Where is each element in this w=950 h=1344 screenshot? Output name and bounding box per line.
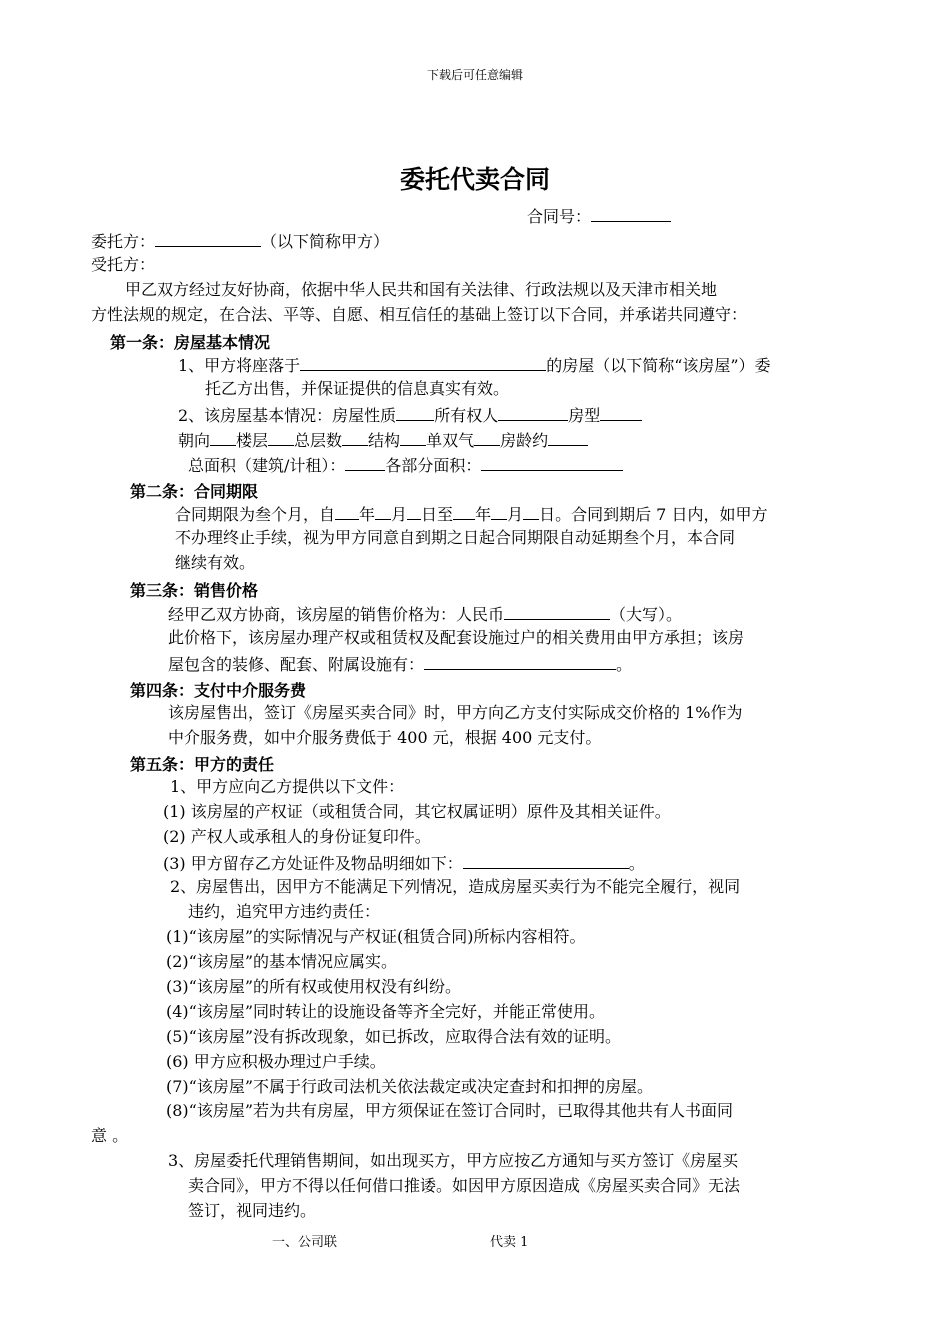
to-label: 日至 [421,505,454,524]
month-label: 月 [391,505,408,524]
facilities-label: 屋包含的装修、配套、附属设施有： [168,655,425,674]
gas-blank[interactable] [474,429,500,446]
principal-suffix: （以下简称甲方） [261,232,390,251]
end-month-blank[interactable] [491,503,507,520]
price-suffix: （大写）。 [610,605,683,624]
structure-blank[interactable] [400,429,426,446]
total-floors-blank[interactable] [342,429,368,446]
header-note: 下载后可任意编辑 [426,68,523,82]
start-year-blank[interactable] [335,503,359,520]
facilities-period: 。 [616,655,633,674]
principal-label: 委托方： [91,232,156,251]
art5-s1-item3 [163,852,645,874]
art3-line3 [168,653,632,675]
art5-section1: 1、甲方应向乙方提供以下文件： [170,777,405,796]
floor-label: 楼层 [236,431,269,450]
term-tail: 日。合同到期后 7 日内，如甲方 [539,505,768,524]
items-list-label: (3) 甲方留存乙方处证件及物品明细如下： [163,854,463,873]
art1-item2-line1 [178,404,642,426]
art5-s1-item2: (2) 产权人或承租人的身份证复印件。 [163,827,431,846]
art5-s3-line2: 卖合同》，甲方不得以任何借口推诿。如因甲方原因造成《房屋买卖合同》无法 [188,1176,741,1195]
layout-blank[interactable] [600,404,642,421]
art5-s2-line1: 2、房屋售出，因甲方不能满足下列情况，造成房屋买卖行为不能完全履行，视同 [170,877,741,896]
contract-no-label: 合同号： [527,207,592,226]
owner-label: 所有权人 [434,406,499,425]
owner-blank[interactable] [498,404,568,421]
art5-s2-item8-tail: 意 。 [91,1126,129,1145]
art1-item2-line2 [178,429,588,451]
page-title: 委托代卖合同 [399,165,550,194]
footer-copy-label: 一、公司联 [272,1235,338,1250]
property-nature-label: 2、该房屋基本情况：房屋性质 [178,406,397,425]
start-month-blank[interactable] [375,503,391,520]
art1-item1-suffix: 的房屋（以下简称“该房屋”）委 [546,356,771,375]
art3-line2: 此价格下，该房屋办理产权或租赁权及配套设施过户的相关费用由甲方承担；该房 [168,628,745,647]
art1-item2-line3 [188,454,623,476]
term-text: 合同期限为叁个月，自 [175,505,336,524]
preamble-line-2: 方性法规的规定，在合法、平等、自愿、相互信任的基础上签订以下合同，并承诺共同遵守： [91,305,748,324]
art5-s2-item1: (1)“该房屋”的实际情况与产权证(租赁合同)所标内容相符。 [166,927,586,946]
orientation-label: 朝向 [178,431,211,450]
age-blank[interactable] [548,429,588,446]
floor-blank[interactable] [268,429,294,446]
items-list-blank[interactable] [463,852,629,869]
price-blank[interactable] [504,603,610,620]
art2-line3: 继续有效。 [175,553,256,572]
art1-item1-line1 [178,354,771,376]
art5-s2-item3: (3)“该房屋”的所有权或使用权没有纠纷。 [166,977,462,996]
art5-s2-item7: (7)“该房屋”不属于行政司法机关依法裁定或决定查封和扣押的房屋。 [166,1077,654,1096]
art5-s2-item6: (6) 甲方应积极办理过户手续。 [166,1052,386,1071]
art5-s1-item1: (1) 该房屋的产权证（或租赁合同，其它权属证明）原件及其相关证件。 [163,802,671,821]
year-label: 年 [359,505,376,524]
article-3-heading: 第三条：销售价格 [130,581,259,600]
facilities-blank[interactable] [424,653,616,670]
principal-blank[interactable] [155,230,261,247]
items-list-period: 。 [628,854,645,873]
end-day-blank[interactable] [523,503,539,520]
property-nature-blank[interactable] [396,404,434,421]
art5-s2-item2: (2)“该房屋”的基本情况应属实。 [166,952,398,971]
agent-line: 受托方： [91,255,156,274]
art1-item1-prefix: 1、甲方将座落于 [178,356,301,375]
total-area-blank[interactable] [345,454,385,471]
art3-line1 [168,603,682,625]
art5-s3-line1: 3、房屋委托代理销售期间，如出现买方，甲方应按乙方通知与买方签订《房屋买 [168,1151,739,1170]
month-label-2: 月 [507,505,524,524]
part-area-blank[interactable] [481,454,623,471]
art4-line1: 该房屋售出，签订《房屋买卖合同》时，甲方向乙方支付实际成交价格的 1%作为 [168,703,743,722]
total-floors-label: 总层数 [294,431,343,450]
art5-s3-line3: 签订，视同违约。 [188,1201,317,1220]
article-2-heading: 第二条：合同期限 [130,482,259,501]
art5-s2-item5: (5)“该房屋”没有拆改现象，如已拆改，应取得合法有效的证明。 [166,1027,622,1046]
art2-line2: 不办理终止手续，视为甲方同意自到期之日起合同期限自动延期叁个月，本合同 [175,528,736,547]
price-label: 经甲乙双方协商，该房屋的销售价格为：人民币 [168,605,505,624]
article-1-heading: 第一条：房屋基本情况 [110,333,271,352]
article-4-heading: 第四条：支付中介服务费 [130,681,307,700]
location-blank[interactable] [300,354,546,371]
preamble-line-1: 甲乙双方经过友好协商，依据中华人民共和国有关法律、行政法规以及天津市相关地 [125,280,718,299]
total-area-label: 总面积（建筑/计租）： [188,456,346,475]
article-5-heading: 第五条：甲方的责任 [130,755,275,774]
layout-label: 房型 [568,406,601,425]
contract-no-line [527,205,671,227]
end-year-blank[interactable] [453,503,475,520]
art5-s2-item8: (8)“该房屋”若为共有房屋，甲方须保证在签订合同时，已取得其他共有人书面同 [166,1101,734,1120]
gas-label: 单双气 [426,431,475,450]
art5-s2-item4: (4)“该房屋”同时转让的设施设备等齐全完好，并能正常使用。 [166,1002,606,1021]
part-area-label: 各部分面积： [385,456,482,475]
art5-s2-line2: 违约，追究甲方违约责任： [188,902,381,921]
year-label-2: 年 [475,505,492,524]
principal-line [91,230,389,252]
footer-page-label: 代卖 1 [490,1235,529,1250]
art2-line1 [175,503,767,525]
contract-no-blank[interactable] [591,205,671,222]
art4-line2: 中介服务费，如中介服务费低于 400 元，根据 400 元支付。 [168,728,602,747]
structure-label: 结构 [368,431,401,450]
orientation-blank[interactable] [210,429,236,446]
art1-item1-line2: 托乙方出售，并保证提供的信息真实有效。 [205,379,510,398]
age-label: 房龄约 [500,431,549,450]
start-day-blank[interactable] [407,503,421,520]
